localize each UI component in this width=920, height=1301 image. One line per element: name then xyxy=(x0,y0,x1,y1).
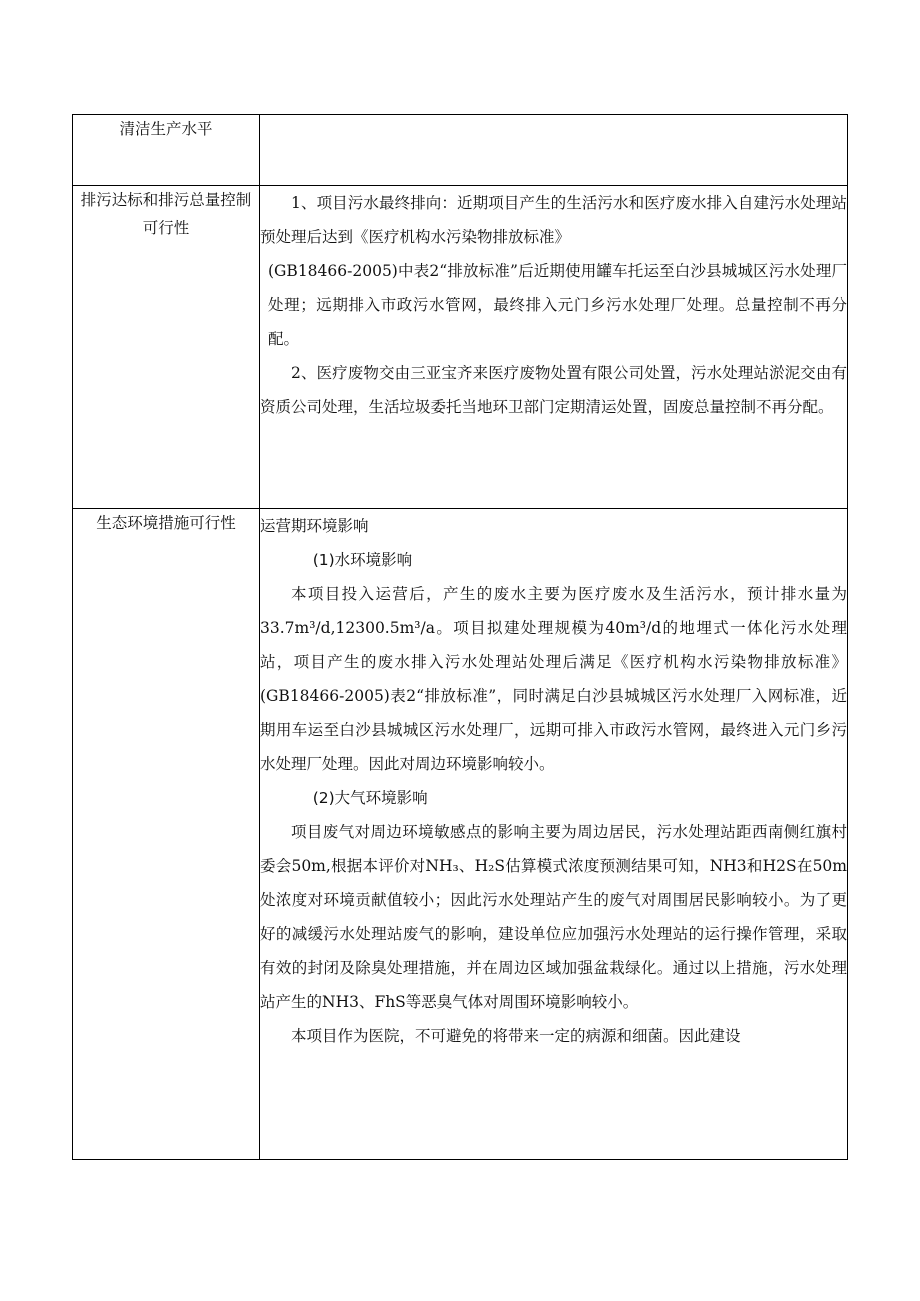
row-content-eco-measures xyxy=(260,509,848,1160)
row-label-cleaner-production: 清洁生产水平 xyxy=(73,115,260,186)
table-row xyxy=(73,186,848,509)
paragraph-air-impact: 项目废气对周边环境敏感点的影响主要为周边居民，污水处理站距西南侧红旗村委会50m,根据本评价对NH₃、H₂S估算模式浓度预测结果可知，NH3和H2S在50m处浓度对环境贡献值较小；因此污水处理站产生的废气对周围居民影响较小。为了更好的减缓污水处理站废气的影响，建设单位应加强污水处理站的运行操作管理，采取有效的封闭及除臭处理措施，并在周边区域加强盆栽绿化。通过以上措施，污水处理站产生的NH3、FhS等恶臭气体对周围环境影响较小。 xyxy=(260,823,847,1011)
paragraph-hospital-pathogens: 本项目作为医院，不可避免的将带来一定的病源和细菌。因此建设 xyxy=(291,1027,741,1045)
row-content-cleaner-production xyxy=(260,115,848,186)
subheading-air: (2)大气环境影响 xyxy=(312,789,428,807)
paragraph-water-impact: 本项目投入运营后，产生的废水主要为医疗废水及生活污水，预计排水量为33.7m³/d,12300.5m³/a。项目拟建处理规模为40m³/d的地埋式一体化污水处理站，项目产生的废水排入污水处理站处理后满足《医疗机构水污染物排放标准》(GB18466-2005)表2“排放标准”，同时满足白沙县城城区污水处理厂入网标准，近期用车运至白沙县城城区污水处理厂，远期可排入市政污水管网，最终进入元门乡污水处理厂处理。因此对周边环境影响较小。 xyxy=(260,585,847,773)
assessment-table xyxy=(72,114,848,1160)
table-row xyxy=(73,509,848,1160)
paragraph-wastewater-standard: (GB18466-2005)中表2“排放标准”后近期使用罐车托运至白沙县城城区污水处理厂处理；远期排入市政污水管网，最终排入元门乡污水处理厂处理。总量控制不再分配。 xyxy=(268,262,847,348)
row-label-discharge-control: 排污达标和排污总量控制可行性 xyxy=(73,186,260,509)
subheading-water: (1)水环境影响 xyxy=(312,551,413,569)
row-content-discharge-control xyxy=(260,186,848,509)
table-row xyxy=(73,115,848,186)
paragraph-wastewater-discharge: 1、项目污水最终排向：近期项目产生的生活污水和医疗废水排入自建污水处理站预处理后达到《医疗机构水污染物排放标准》 xyxy=(260,194,847,246)
paragraph-medical-waste: 2、医疗废物交由三亚宝齐来医疗废物处置有限公司处置，污水处理站淤泥交由有资质公司处理，生活垃圾委托当地环卫部门定期清运处置，固废总量控制不再分配。 xyxy=(260,364,847,416)
section-heading: 运营期环境影响 xyxy=(260,517,369,535)
row-label-eco-measures: 生态环境措施可行性 xyxy=(73,509,260,1160)
